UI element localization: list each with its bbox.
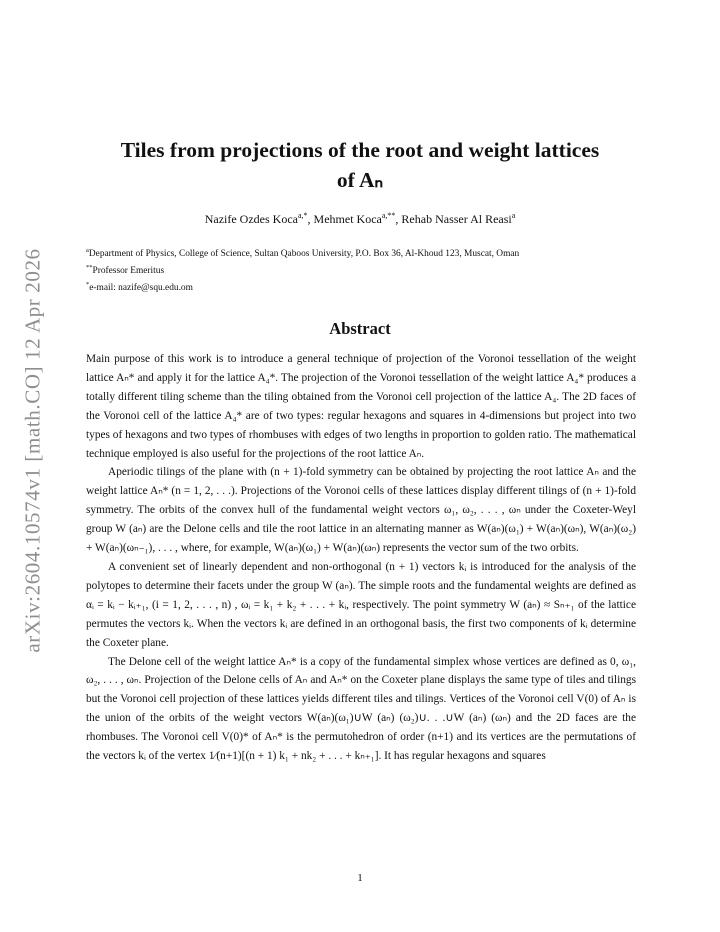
abstract-heading: Abstract	[329, 319, 391, 338]
affiliation-emeritus: **Professor Emeritus	[86, 264, 165, 277]
author-name: Mehmet Koca	[313, 212, 382, 226]
author-list: Nazife Ozdes Koca$^{a,*}$, Mehmet Koca$^{a,**}$, Rehab Nasser Al Reasi$^a$	[204, 211, 516, 226]
abstract-paragraph: Main purpose of this work is to introduce a general technique of projection of the Voronoi tessellation of the weight lattice Aₙ* and apply it for the lattice A₄*. The projection of the Voronoi tessellation of the weight lattice A₄* produces a totally different tiling scheme than the tiling obtained from the Voronoi cell projection of the lattice A₄. The 2D faces of the Voronoi cell of the lattice A₄* are of two types: regular hexagons and squares in 4-dimensions but project into two types of hexagons and two types of rhombuses with edges of two lengths in proportion to golden ratio. The mathematical technique employed is also useful for the projections of the root lattice Aₙ.	[86, 353, 636, 460]
author-affiliation-marker: a	[511, 211, 516, 220]
abstract-paragraph: Aperiodic tilings of the plane with (n + 1)-fold symmetry can be obtained by projecting the root lattice Aₙ and the weight lattice Aₙ* (n = 1, 2, . . .). Projections of the Voronoi cells of these lattices display different tilings of (n + 1)-fold symmetry. The orbits of the convex hull of the fundamental weight vectors ω₁, ω₂, . . . , ωₙ under the Coxeter-Weyl group W (aₙ) are the Delone cells and tile the root lattice in an alternating manner as W(aₙ)(ω₁) + W(aₙ)(ωₙ), W(aₙ)(ω₂) + W(aₙ)(ωₙ₋₁), . . . , where, for example, W(aₙ)(ω₁) + W(aₙ)(ωₙ) represents the vector sum of the two orbits.	[86, 466, 636, 555]
affiliation-email: *e-mail: nazife@squ.edu.om	[86, 281, 193, 294]
paper-title	[84, 135, 636, 195]
author-affiliation-marker: a,**	[381, 211, 396, 220]
abstract-paragraph: A convenient set of linearly dependent and non-orthogonal (n + 1) vectors kᵢ is introduced for the analysis of the polytopes to determine their facets under the group W (aₙ). The simple roots and the fundamental weights are defined as αᵢ = kᵢ − kᵢ₊₁, (i = 1, 2, . . . , n) , ωᵢ = k₁ + k₂ + . . . + kᵢ, respectively. The point symmetry W (aₙ) ≈ Sₙ₊₁ of the lattice permutes the vectors kᵢ. When the vectors kᵢ are defined in an orthogonal basis, the first two components of kᵢ determine the Coxeter plane.	[86, 560, 636, 649]
affiliation-department: $^a$Department of Physics, College of Science, Sultan Qaboos University, P.O. Box 36, Al-Khoud 123, Muscat, Oman	[86, 247, 520, 260]
title-line-2: of Aₙ	[336, 168, 384, 192]
author-name: Rehab Nasser Al Reasi	[401, 212, 512, 226]
author-name: Nazife Ozdes Koca	[204, 212, 298, 226]
abstract-body	[86, 350, 636, 766]
affiliations	[86, 244, 638, 295]
page-number: 1	[357, 872, 363, 884]
author-affiliation-marker: a,*	[297, 211, 308, 220]
abstract-paragraph: The Delone cell of the weight lattice Aₙ* is a copy of the fundamental simplex whose vertices are defined as 0, ω₁, ω₂, . . . , ωₙ. Projection of the Delone cells of Aₙ and Aₙ* on the Coxeter plane displays the same type of tiles and tilings but the Voronoi cell projection of these lattices yields different tiles and tilings. Vertices of the Voronoi cell V(0) of Aₙ is the union of the orbits of the weight vectors W(aₙ)(ω₁)∪W (aₙ) (ω₂)∪. . .∪W (aₙ) (ωₙ) and the 2D faces are the rhombuses. The Voronoi cell V(0)* of Aₙ* is the permutohedron of order (n+1) and its vertices are the permutations of the vectors kᵢ of the vertex 1⁄(n+1)[(n + 1) k₁ + nk₂ + . . . + kₙ₊₁]. It has regular hexagons and squares	[86, 655, 636, 763]
email-link[interactable]: e-mail: nazife@squ.edu.om	[89, 283, 193, 294]
arxiv-id-label[interactable]: arXiv:2604.10574v1 [math.CO] 12 Apr 2026	[20, 248, 45, 653]
arxiv-watermark	[14, 243, 52, 658]
title-line-1: Tiles from projections of the root and weight lattices	[120, 138, 600, 162]
